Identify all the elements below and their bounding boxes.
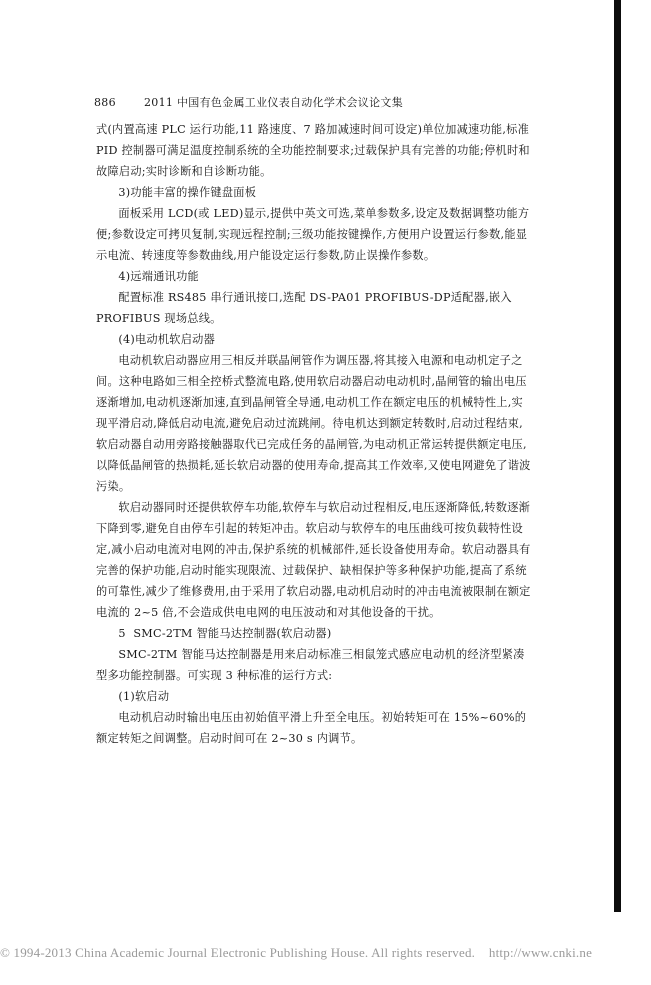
footer xyxy=(0,945,651,961)
subheading: 4)远端通讯功能 xyxy=(118,270,199,283)
paragraph: 电动机启动时输出电压由初始值平滑上升至全电压。初始转矩可在 15%~60%的额定转矩之间调整。启动时间可在 2~30 s 内调节。 xyxy=(96,711,527,745)
page-number: 886 xyxy=(94,96,116,109)
running-title: 2011 中国有色金属工业仪表自动化学术会议论文集 xyxy=(144,96,403,109)
paragraph: 面板采用 LCD(或 LED)显示,提供中英文可选,菜单参数多,设定及数据调整功能方便;参数设定可拷贝复制,实现远程控制;三级功能按键操作,方便用户设置运行参数,能显示电流、转速度等参数曲线,用户能设定运行参数,防止误操作参数。 xyxy=(96,207,530,262)
footer-copyright: © 1994-2013 China Academic Journal Electronic Publishing House. All rights reserved. xyxy=(0,945,476,960)
section-number: 5 xyxy=(118,627,126,640)
section-heading xyxy=(96,623,534,644)
section-title: SMC-2TM 智能马达控制器(软启动器) xyxy=(133,627,332,640)
subheading: 3)功能丰富的操作键盘面板 xyxy=(118,186,257,199)
scan-edge-bar xyxy=(614,0,621,912)
subheading: (1)软启动 xyxy=(118,690,170,703)
body-text xyxy=(96,119,534,749)
paragraph: 配置标准 RS485 串行通讯接口,选配 DS-PA01 PROFIBUS-DP适配器,嵌入 PROFIBUS 现场总线。 xyxy=(96,291,512,325)
paragraph: SMC-2TM 智能马达控制器是用来启动标准三相鼠笼式感应电动机的经济型紧凑型多功能控制器。可实现 3 种标准的运行方式: xyxy=(96,648,525,682)
page-header xyxy=(94,94,534,110)
paragraph: 电动机软启动器应用三相反并联晶闸管作为调压器,将其接入电源和电动机定子之间。这种电路如三相全控桥式整流电路,使用软启动器启动电动机时,晶闸管的输出电压逐渐增加,电动机逐渐加速,直到晶闸管全导通,电动机工作在额定电压的机械特性上,实现平滑启动,降低启动电流,避免启动过流跳闸。待电机达到额定转数时,启动过程结束,软启动器自动用旁路接触器取代已完成任务的晶闸管,为电动机正常运转提供额定电压,以降低晶闸管的热损耗,延长软启动器的使用寿命,提高其工作效率,又使电网避免了谐波污染。 xyxy=(96,354,531,493)
paragraph: 式(内置高速 PLC 运行功能,11 路速度、7 路加减速时间可设定)单位加减速功能,标准 PID 控制器可满足温度控制系统的全功能控制要求;过载保护具有完善的功能;停机时和故障启动;实时诊断和自诊断功能。 xyxy=(96,123,530,178)
subheading: (4)电动机软启动器 xyxy=(118,333,216,346)
footer-url: http://www.cnki.ne xyxy=(488,945,593,960)
paragraph: 软启动器同时还提供软停车功能,软停车与软启动过程相反,电压逐渐降低,转数逐渐下降到零,避免自由停车引起的转矩冲击。软启动与软停车的电压曲线可按负载特性设定,减小启动电流对电网的冲击,保护系统的机械部件,延长设备使用寿命。软启动器具有完善的保护功能,启动时能实现限流、过载保护、缺相保护等多种保护功能,提高了系统的可靠性,减少了维修费用,由于采用了软启动器,电动机启动时的冲击电流被限制在额定电流的 2~5 倍,不会造成供电电网的电压波动和对其他设备的干扰。 xyxy=(96,501,531,619)
